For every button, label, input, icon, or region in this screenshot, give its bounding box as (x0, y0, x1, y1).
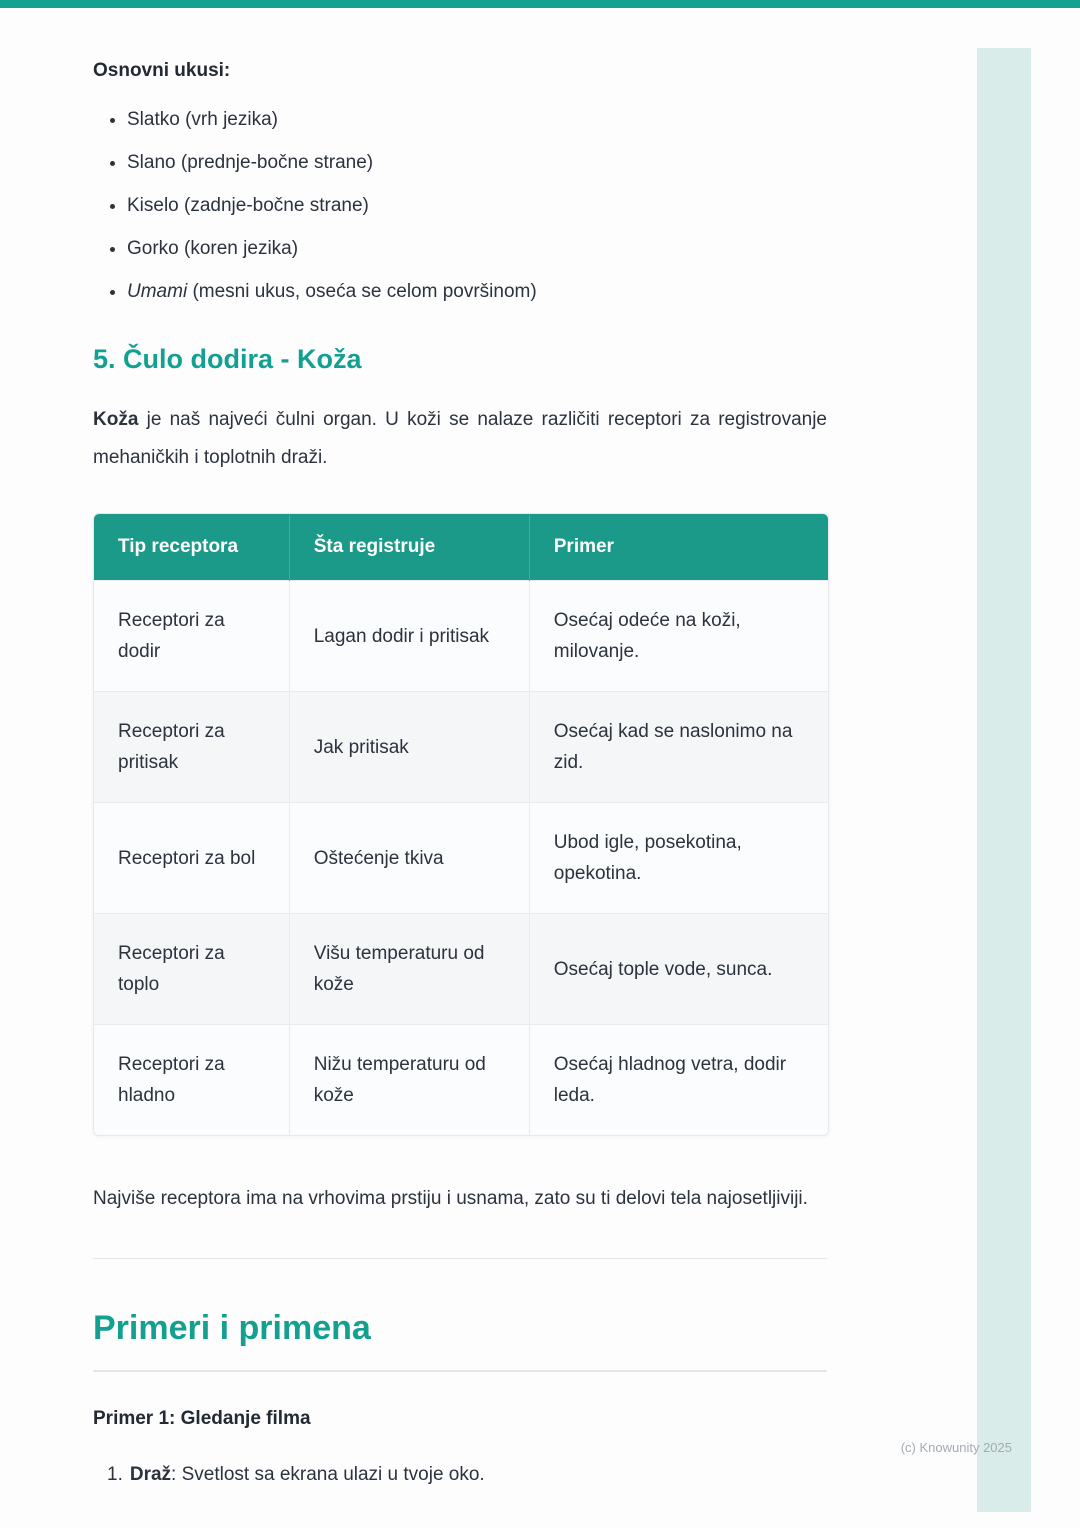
table-cell: Osećaj tople vode, sunca. (529, 914, 828, 1025)
table-header-cell: Primer (529, 514, 828, 581)
table-cell: Receptori za pritisak (94, 692, 289, 803)
table-cell: Višu temperaturu od kože (289, 914, 529, 1025)
tastes-list (93, 108, 827, 304)
table-body (94, 581, 828, 1136)
table-row (94, 581, 828, 692)
table-cell: Receptori za bol (94, 803, 289, 914)
example-step-number: 1. (107, 1464, 123, 1485)
taste-list-item: • Gorko (koren jezika) (127, 237, 827, 261)
table-cell: Receptori za dodir (94, 581, 289, 692)
examples-list (93, 1462, 827, 1488)
table-cell: Oštećenje tkiva (289, 803, 529, 914)
taste-list-item: • Umami (mesni ukus, oseća se celom površinom) (127, 280, 827, 304)
table-cell: Osećaj odeće na koži, milovanje. (529, 581, 828, 692)
table-row (94, 914, 828, 1025)
table-cell: Osećaj kad se naslonimo na zid. (529, 692, 828, 803)
receptors-table-grid (94, 514, 828, 1135)
example-1-heading: Primer 1: Gledanje filma (93, 1408, 311, 1429)
table-cell: Receptori za hladno (94, 1025, 289, 1136)
table-cell: Receptori za toplo (94, 914, 289, 1025)
table-head (94, 514, 828, 581)
watermark: (c) Knowunity 2025 (900, 1440, 1012, 1455)
table-cell: Osećaj hladnog vetra, dodir leda. (529, 1025, 828, 1136)
touch-section-heading: 5. Čulo dodira - Koža (93, 344, 362, 374)
examples-heading: Primeri i primena (93, 1309, 827, 1372)
content-area (93, 48, 827, 1488)
receptors-table (93, 513, 829, 1136)
example-step: 1. Draž: Svetlost sa ekrana ulazi u tvoje oko. (107, 1464, 485, 1485)
touch-intro-paragraph: Koža je naš najveći čulni organ. U koži se nalaze različiti receptori za registrovanje mehaničkih i toplotnih draži. (93, 409, 827, 468)
table-row (94, 803, 828, 914)
taste-list-item: • Kiselo (zadnje-bočne strane) (127, 194, 827, 218)
table-cell: Ubod igle, posekotina, opekotina. (529, 803, 828, 914)
table-cell: Lagan dodir i pritisak (289, 581, 529, 692)
touch-outro-paragraph: Najviše receptora ima na vrhovima prstiju i usnama, zato su ti delovi tela najosetljiviji. (93, 1188, 808, 1209)
top-accent-bar (0, 0, 1080, 8)
right-side-band (977, 48, 1031, 1512)
taste-list-item: • Slatko (vrh jezika) (127, 108, 827, 132)
table-cell: Jak pritisak (289, 692, 529, 803)
table-row (94, 692, 828, 803)
table-header-cell: Tip receptora (94, 514, 289, 581)
table-row (94, 1025, 828, 1136)
table-cell: Nižu temperaturu od kože (289, 1025, 529, 1136)
table-header-cell: Šta registruje (289, 514, 529, 581)
tastes-heading: Osnovni ukusi: (93, 60, 231, 81)
taste-list-item: • Slano (prednje-bočne strane) (127, 151, 827, 175)
table-header-row (94, 514, 828, 581)
section-divider (93, 1258, 827, 1259)
